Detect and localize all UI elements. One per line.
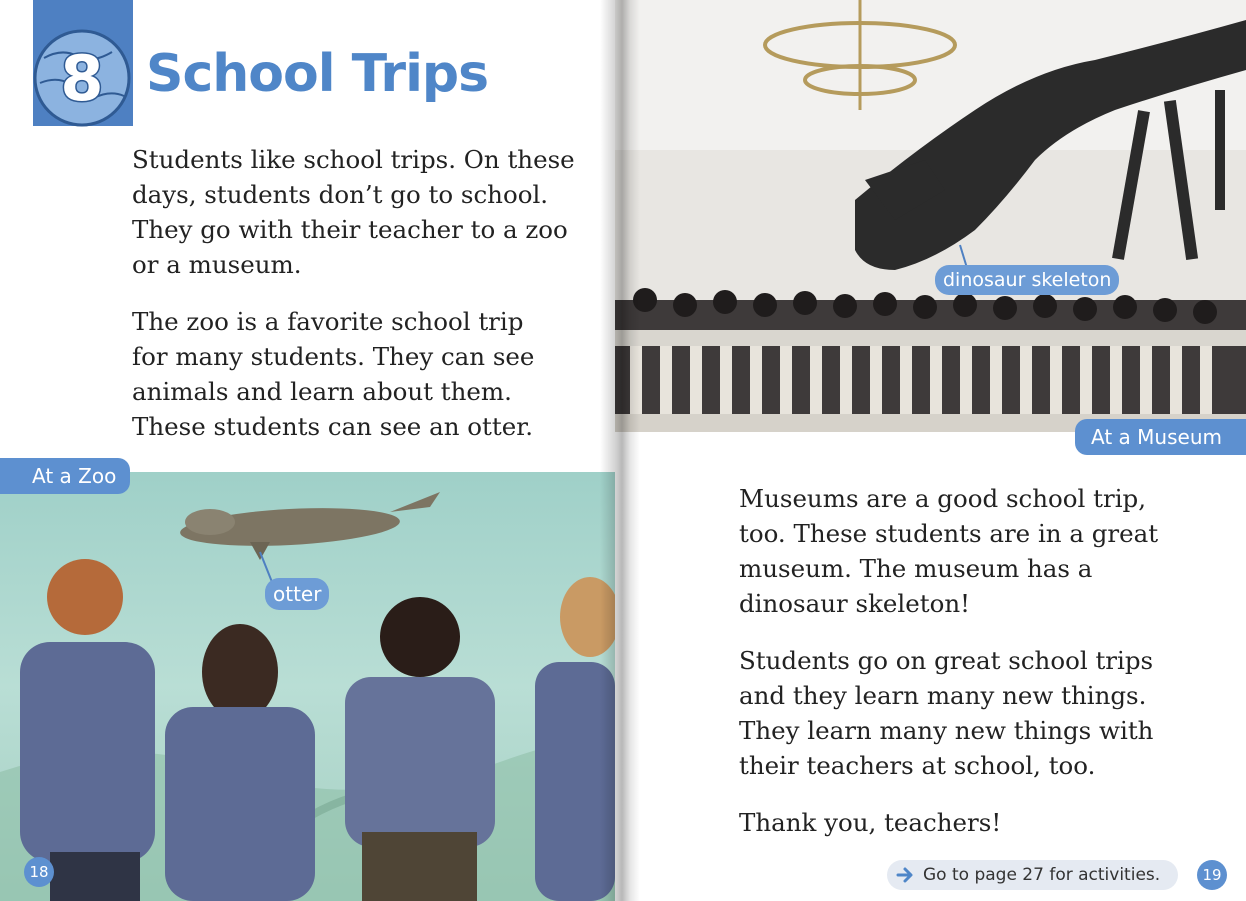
museum-photo: [615, 0, 1246, 432]
paragraph: Museums are a good school trip, too. These students are in a great museum. The museum has a dinosaur skeleton!: [739, 484, 1159, 618]
page-number-right: 19: [1197, 860, 1227, 890]
paragraph: Students go on great school trips and they learn many new things. They learn many new things with their teachers at school, too.: [739, 646, 1154, 780]
dinosaur-label: dinosaur skeleton: [935, 265, 1119, 295]
chapter-title: School Trips: [146, 44, 489, 104]
otter-label: otter: [265, 578, 329, 610]
activities-link-text: Go to page 27 for activities.: [923, 865, 1161, 885]
right-page: [615, 0, 1246, 901]
zoo-photo: [0, 472, 615, 901]
chapter-number: 8: [60, 42, 104, 115]
arrow-right-icon: [895, 865, 915, 885]
paragraph: The zoo is a favorite school trip for many students. They can see animals and learn about them. These students can see an otter.: [132, 307, 535, 441]
museum-caption: At a Museum: [1075, 419, 1246, 455]
activities-link[interactable]: [887, 860, 1178, 890]
paragraph: Students like school trips. On these days, students don’t go to school. They go with their teacher to a zoo or a museum.: [132, 145, 575, 279]
zoo-caption: At a Zoo: [0, 458, 130, 494]
chapter-number-badge-icon: [32, 28, 132, 128]
right-body-text: [739, 481, 1209, 862]
page-number-left: 18: [24, 857, 54, 887]
paragraph: Thank you, teachers!: [739, 808, 1002, 837]
left-body-text: [132, 142, 592, 466]
left-page: [0, 0, 615, 901]
